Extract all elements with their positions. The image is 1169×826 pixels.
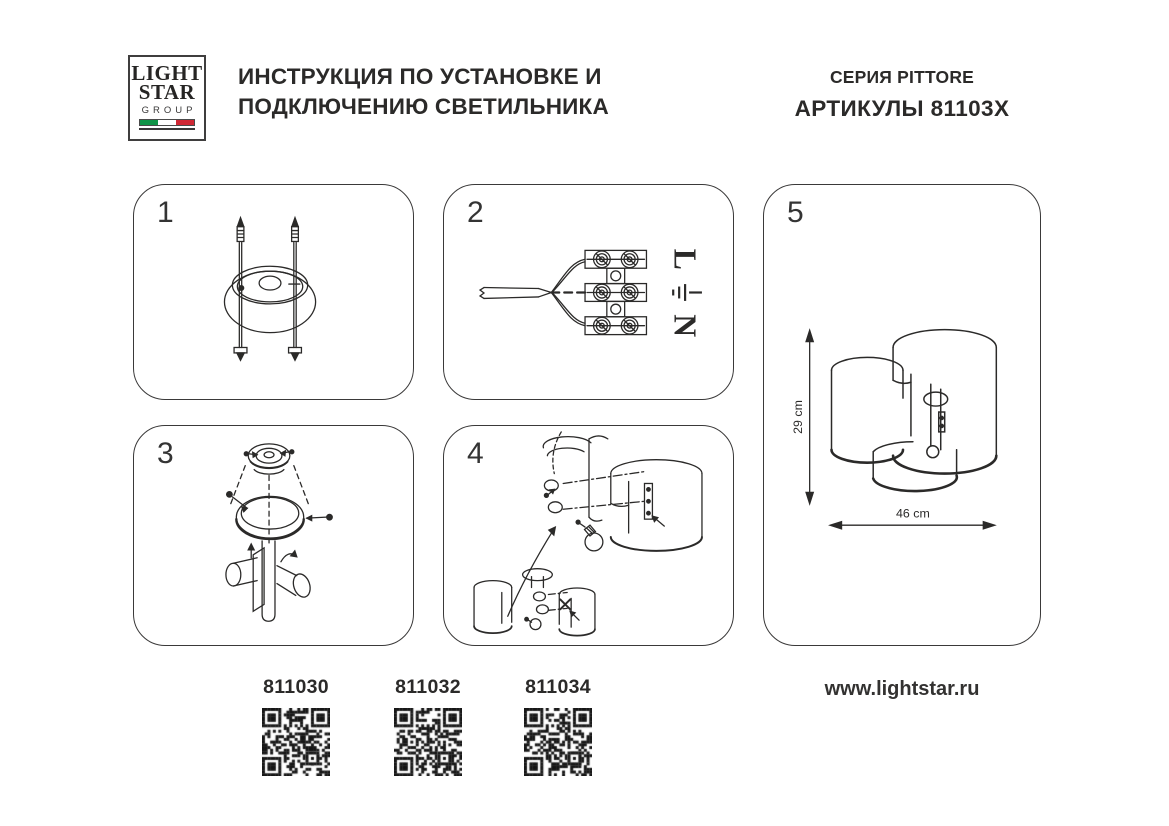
page-title [238, 62, 609, 122]
series-label: СЕРИЯ PITTORE [829, 67, 975, 87]
lightstar-logo [128, 55, 206, 141]
earth-ground-icon [673, 284, 702, 301]
step3-assembly-diagram [134, 426, 413, 645]
article-number-811032: 811032 [395, 676, 461, 698]
step-3-panel [133, 425, 414, 646]
step-2-number: 2 [467, 196, 484, 229]
title-line-2: ПОДКЛЮЧЕНИЮ СВЕТИЛЬНИКА [238, 94, 609, 119]
website-url: www.lightstar.ru [824, 678, 980, 700]
step4-shade-mounting-diagram [444, 426, 733, 645]
logo-word-group: GROUP [141, 105, 197, 116]
width-dimension-label: 46 cm [896, 506, 930, 521]
qr-code-811030 [262, 708, 330, 776]
step5-dimensions-diagram [764, 185, 1040, 645]
step-1-panel [133, 184, 414, 400]
italian-flag-bar [139, 119, 195, 126]
article-number-811034: 811034 [525, 676, 591, 698]
article-number-811030: 811030 [263, 676, 329, 698]
height-dimension-label: 29 cm [790, 400, 805, 434]
step1-canopy-screws-diagram [134, 185, 413, 399]
step2-wiring-diagram [444, 185, 733, 399]
logo-word-star: STAR [138, 80, 196, 104]
articles-code-label: АРТИКУЛЫ 81103X [794, 96, 1010, 121]
logo-underline [139, 128, 195, 130]
title-line-1: ИНСТРУКЦИЯ ПО УСТАНОВКЕ И [238, 64, 602, 89]
qr-code-811032 [394, 708, 462, 776]
step-5-panel [763, 184, 1041, 646]
qr-code-811034 [524, 708, 592, 776]
step-3-number: 3 [157, 437, 174, 470]
terminal-label-live: L [667, 248, 703, 270]
step-5-number: 5 [787, 196, 804, 229]
terminal-label-neutral: N [667, 314, 703, 338]
logo-word-light: LIGHT [131, 61, 203, 85]
step-1-number: 1 [157, 196, 174, 229]
step-2-panel [443, 184, 734, 400]
step-4-number: 4 [467, 437, 484, 470]
step-4-panel [443, 425, 734, 646]
